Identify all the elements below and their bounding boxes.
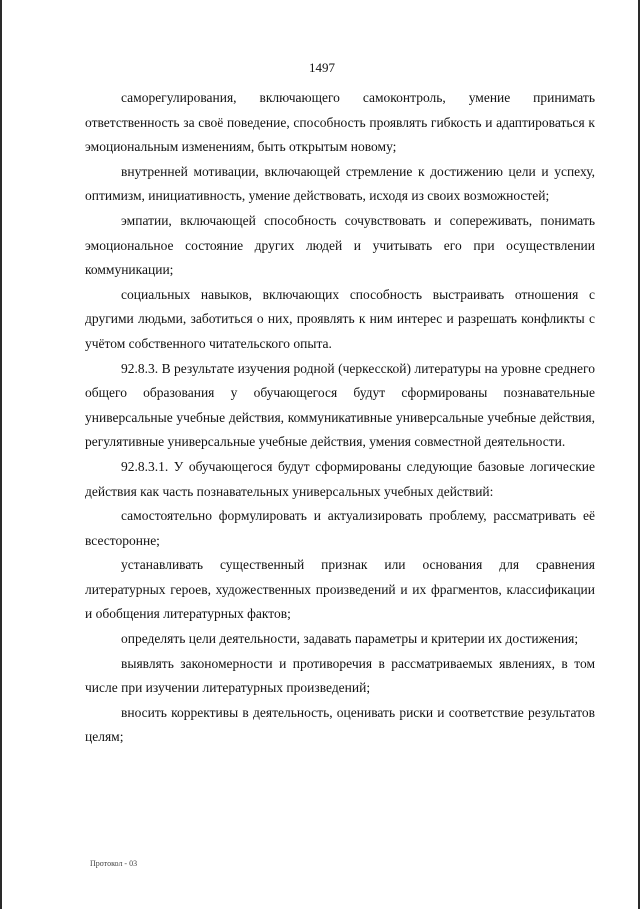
- body-text: [85, 86, 595, 750]
- paragraph-define-goals: определять цели деятельности, задавать параметры и критерии их достижения;: [121, 631, 579, 647]
- paragraph-internal-motivation: внутренней мотивации, включающей стремление к достижению цели и успеху, оптимизм, инициативность, умение действовать, исходя из своих возможностей;: [85, 163, 595, 204]
- paragraph-make-corrections: вносить коррективы в деятельность, оценивать риски и соответствие результатов целям;: [85, 704, 595, 745]
- paragraph-social-skills: социальных навыков, включающих способность выстраивать отношения с другими людьми, заботиться о них, проявлять к ним интерес и разрешать конфликты с учётом собственного читательского опыта.: [85, 286, 595, 351]
- paragraph-empathy: эмпатии, включающей способность сочувствовать и сопереживать, понимать эмоциональное состояние других людей и учитывать его при осуществлении коммуникации;: [85, 212, 595, 278]
- paragraph-section-92-8-3: 92.8.3. В результате изучения родной (черкесской) литературы на уровне среднего общего образования у обучающегося будут сформированы познавательные универсальные учебные действия, коммуникативные универсальные учебные действия, регулятивные универсальные учебные действия, умения совместной деятельности.: [85, 360, 595, 450]
- paragraph-formulate-problem: самостоятельно формулировать и актуализировать проблему, рассматривать её всесторонне;: [85, 508, 595, 548]
- page-number: 1497: [309, 60, 335, 75]
- footer-protocol: Протокол - 03: [90, 859, 138, 868]
- paragraph-section-92-8-3-1: 92.8.3.1. У обучающегося будут сформированы следующие базовые логические действия как часть познавательных универсальных учебных действий:: [85, 458, 595, 499]
- paragraph-identify-patterns: выявлять закономерности и противоречия в рассматриваемых явлениях, в том числе при изучении литературных произведений;: [85, 655, 595, 696]
- paragraph-self-regulation: саморегулирования, включающего самоконтроль, умение принимать ответственность за своё поведение, способность проявлять гибкость и адаптироваться к эмоциональным изменениям, быть открытым новому;: [85, 90, 595, 155]
- paragraph-establish-criteria: устанавливать существенный признак или основания для сравнения литературных героев, художественных произведений и их фрагментов, классификации и обобщения литературных фактов;: [85, 557, 595, 622]
